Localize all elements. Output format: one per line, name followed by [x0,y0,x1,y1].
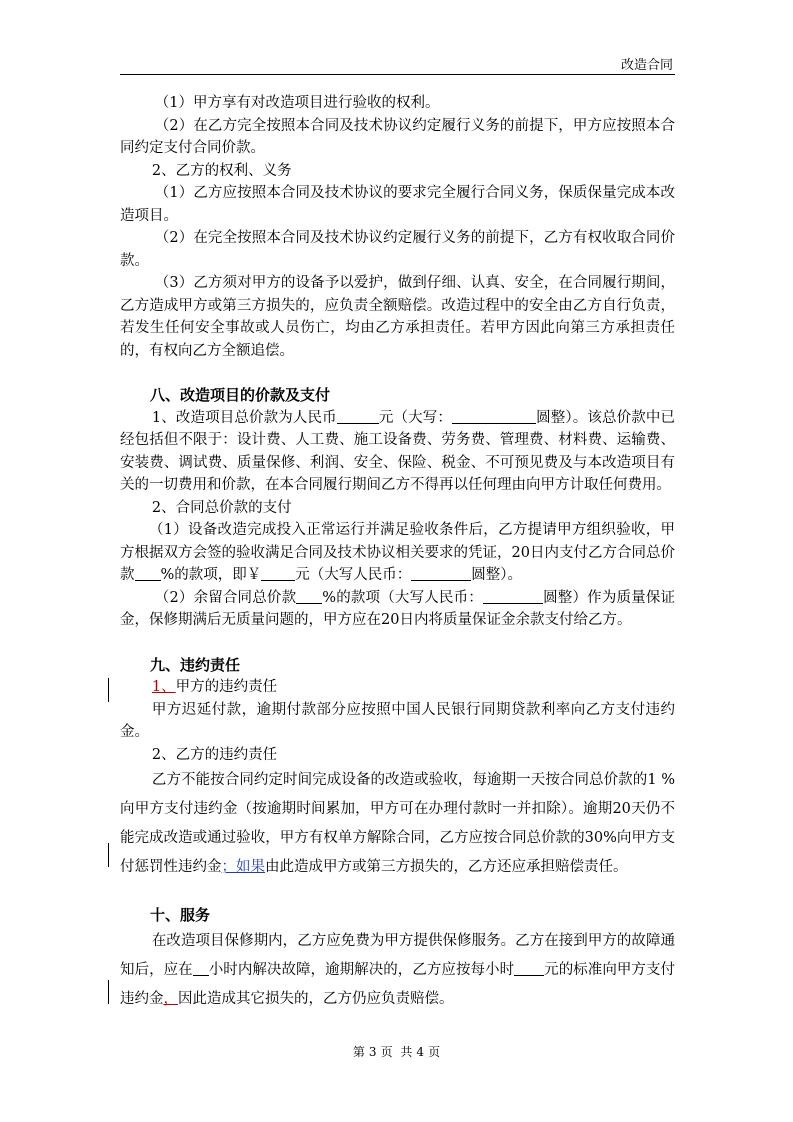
paragraph: 2、合同总价款的支付 [151,499,292,516]
blank-underline [411,564,471,581]
paragraph: 1、改造项目总价款为人民币 元（大写： 圆整）。该总价款中已经包括但不限于：设计费、人工费、施工设备费、劳务费、管理费、材料费、运输费、安装费、调试费、质量保修、利润、安全、保险、税金、不可预见费及与本改造项目有关的一切费用和价款，在本合同履行期间乙方不得再以任何理由向甲方计取任何费用。 [120,407,675,497]
tracked-insertion: 1、 [151,679,176,695]
paragraph: （2）在乙方完全按照本合同及技术协议约定履行义务的前提下，甲方应按照本合同约定支付合同价款。 [120,117,675,156]
paragraph: （1）设备改造完成投入正常运行并满足验收条件后，乙方提请甲方组织验收，甲方根据双方会签的验收满足合同及技术协议相关要求的凭证，20日内支付乙方合同总价款 %的款项，即￥ 元（大写人民币： 圆整）。 [120,522,675,583]
page-footer: 第 3 页 共 4 页 [352,1045,441,1059]
tracked-insertion: 如果 [236,859,265,875]
blank-underline [261,564,295,581]
blank-underline [193,959,209,976]
blank-underline [296,587,322,604]
paragraph: （2）在完全按照本合同及技术协议约定履行义务的前提下，乙方有权收取合同价款。 [120,230,675,269]
paragraph: （1）甲方享有对改造项目进行验收的权利。 [154,95,440,111]
document-body [120,92,675,1014]
paragraph: （1）乙方应按照本合同及技术协议的要求完全履行合同义务，保质保量完成本改造项目。 [120,185,675,224]
change-bar [108,678,109,702]
paragraph: 甲方迟延付款，逾期付款部分应按照中国人民银行同期贷款利率向乙方支付违约金。 [120,701,675,740]
paragraph: 2、乙方的权利、义务 [151,162,292,179]
page-number: 3 [368,1045,377,1059]
total-pages: 4 [416,1045,425,1059]
blank-underline [135,564,161,581]
paragraph: 1、甲方的违约责任 [151,679,278,695]
paragraph: 2、乙方的违约责任 [151,746,278,763]
paragraph: 在改造项目保修期内，乙方应免费为甲方提供保修服务。乙方在接到甲方的故障通知后，应在 小时内解决故障，逾期解决的，乙方应按每小时 元的标准向甲方支付违约金，因此造成其它损失的，乙方仍应负责赔偿。 [120,932,676,1007]
section-heading: 十、服务 [150,906,211,924]
paragraph: 乙方不能按合同约定时间完成设备的改造或验收，每逾期一天按合同总价款的1 %向甲方支付违约金（按逾期时间累加，甲方可在办理付款时一并扣除）。逾期20天仍不能完成改造或通过验收，甲方有权单方解除合同，乙方应按合同总价款的30%向甲方支付惩罚性违约金；如果由此造成甲方或第三方损失的，乙方还应承担赔偿责任。 [120,772,675,875]
tracked-insertion: ， [163,990,178,1007]
header-title: 改造合同 [620,58,673,73]
paragraph: （2）余留合同总价款 %的款项（大写人民币： 圆整）作为质量保证金，保修期满后无质量问题的，甲方应在20日内将质量保证金余款支付给乙方。 [120,587,675,632]
paragraph: （3）乙方须对甲方的设备予以爱护，做到仔细、认真、安全，在合同履行期间，乙方造成甲方或第三方损失的，应负责全额赔偿。改造过程中的安全由乙方自行负责，若发生任何安全事故或人员伤亡，均由乙方承担责任。若甲方因此向第三方承担责任的，有权向乙方全额追偿。 [120,275,675,359]
change-bar [108,980,109,1004]
change-bar [108,843,109,867]
section-heading: 九、违约责任 [150,655,241,674]
blank-underline [514,959,544,976]
blank-underline [452,407,536,424]
tracked-change: ； [221,859,236,875]
section-heading: 八、改造项目的价款及支付 [150,386,331,404]
blank-underline [483,587,543,604]
blank-underline [337,407,379,424]
page-header [120,54,675,75]
